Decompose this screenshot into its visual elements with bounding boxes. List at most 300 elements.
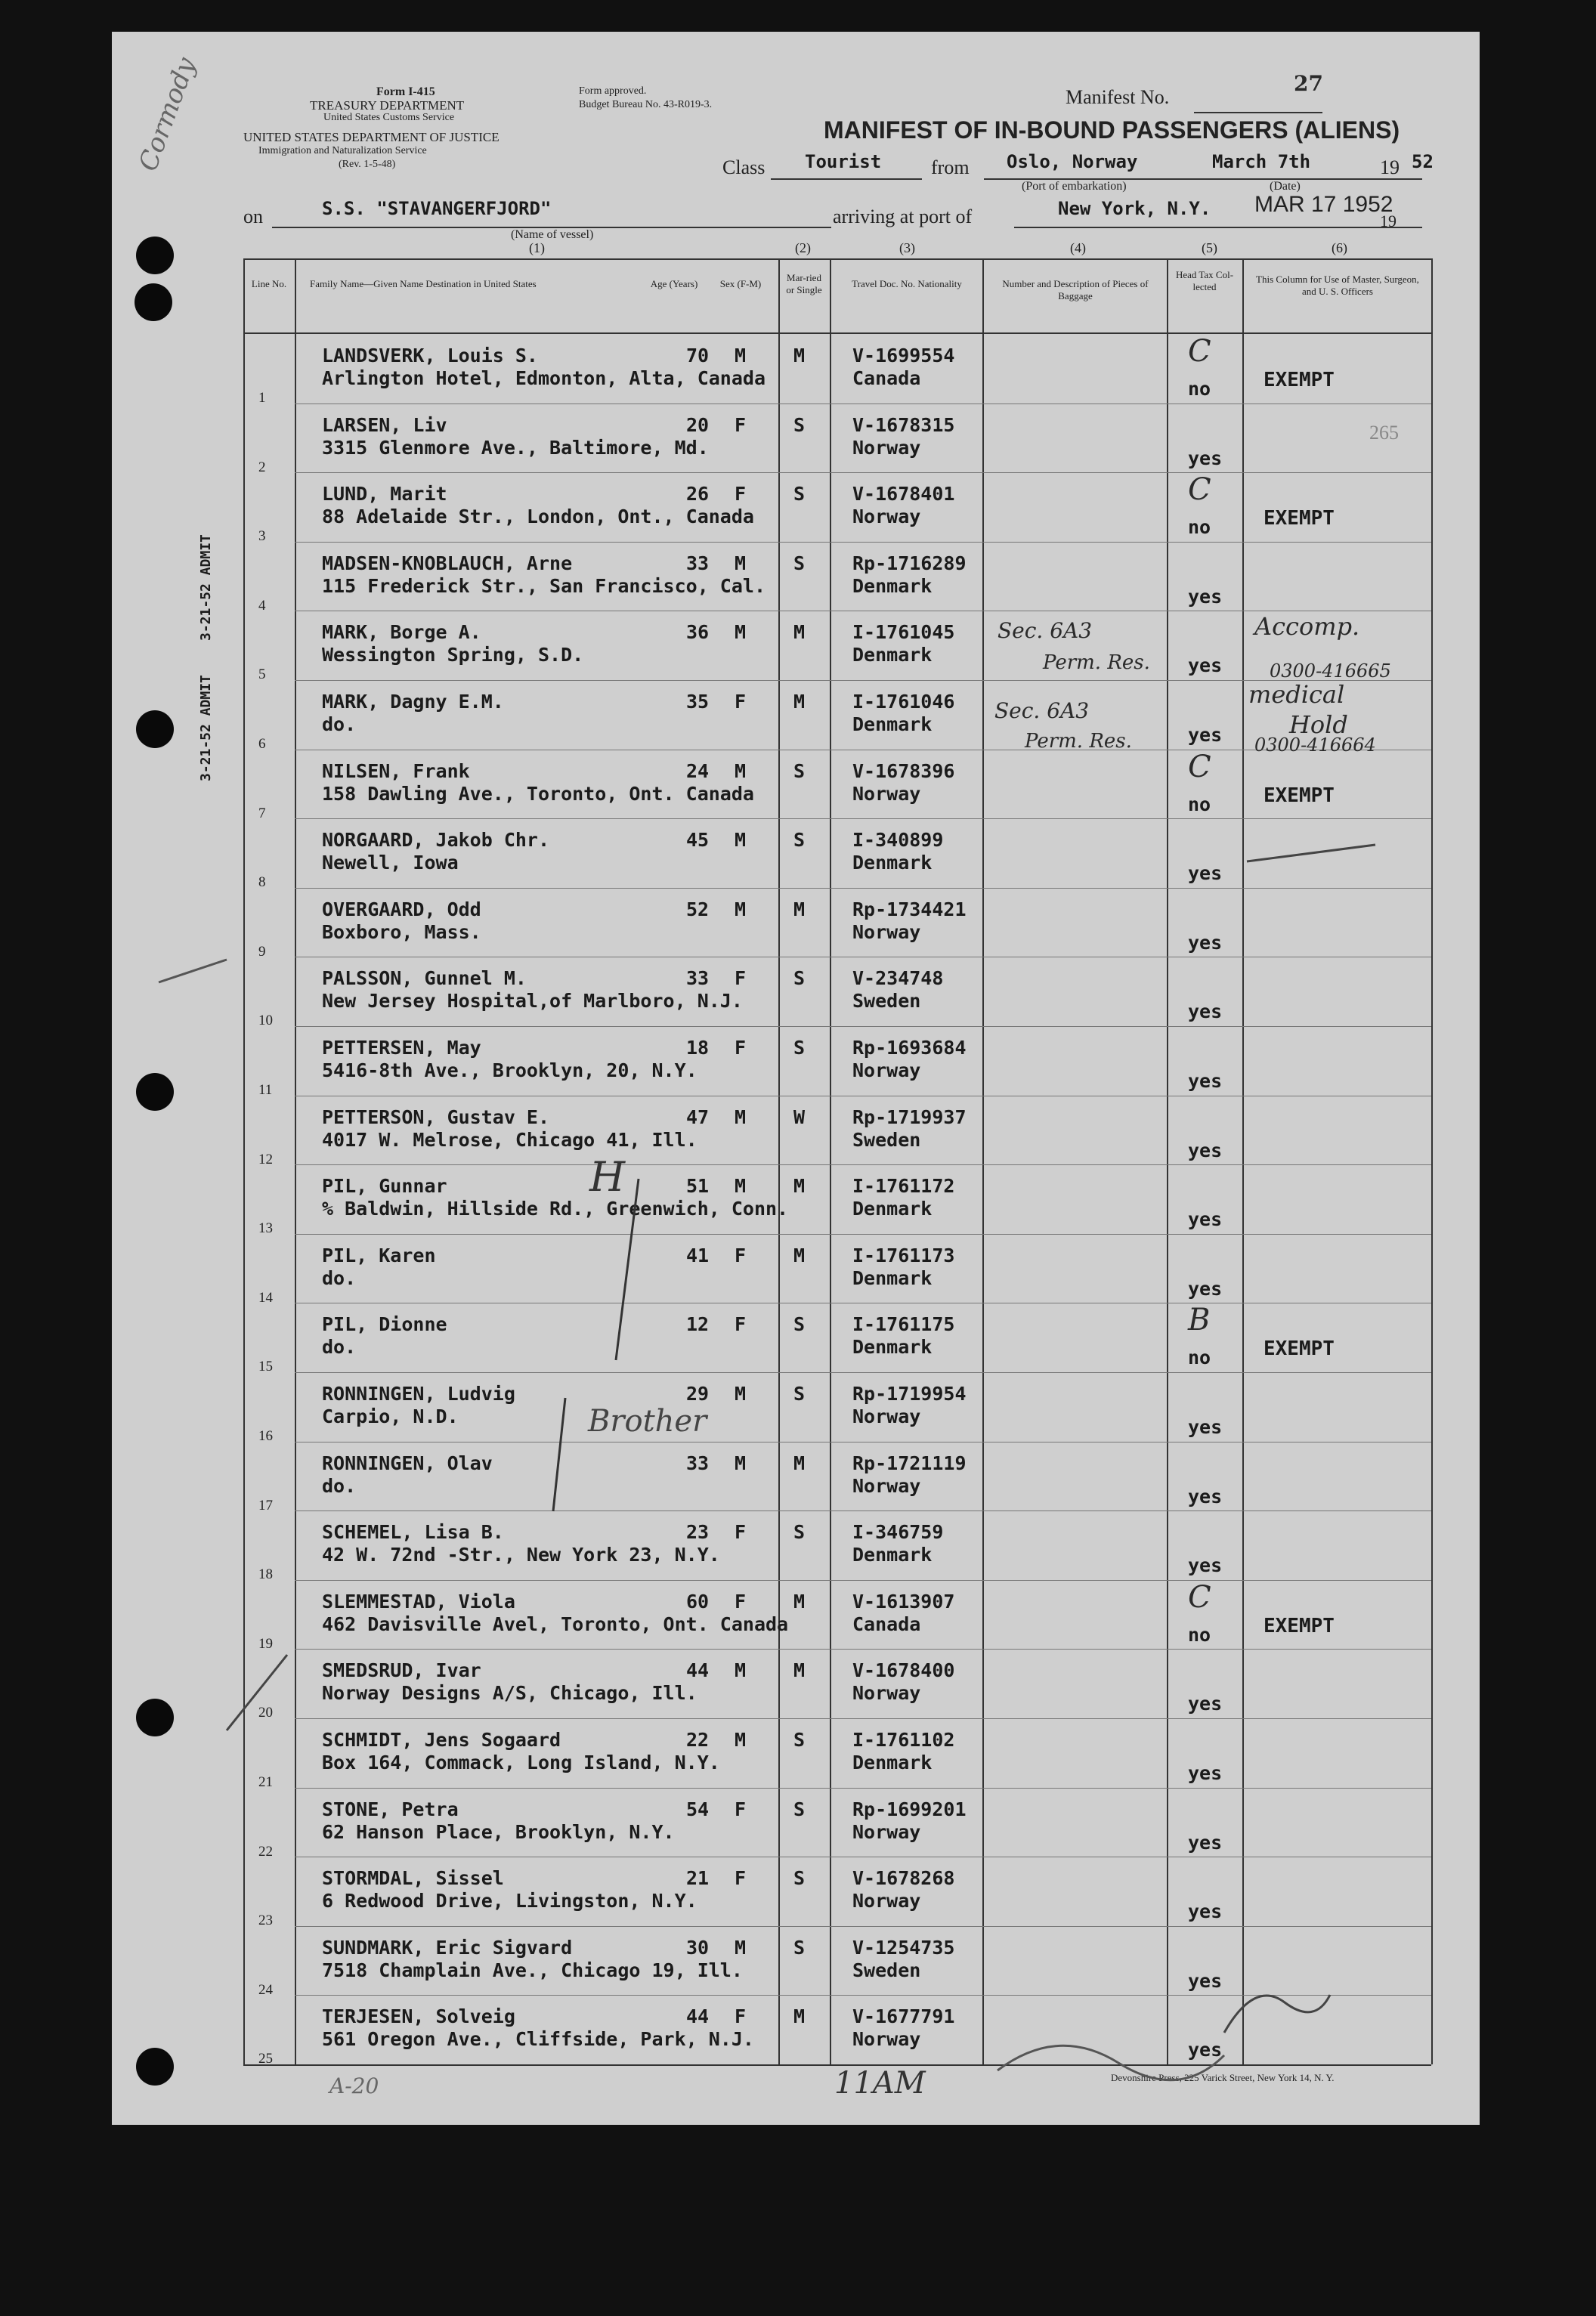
tax-mark: C: [1188, 1580, 1211, 1615]
row-rule: [295, 1026, 1431, 1027]
line-number: 24: [258, 1982, 273, 1998]
bottom-note-left: A-20: [329, 2073, 379, 2098]
head-tax: yes: [1188, 447, 1223, 469]
destination: Norway Designs A/S, Chicago, Ill.: [322, 1682, 697, 1704]
marital-status: S: [793, 1037, 806, 1059]
head-tax: no: [1188, 378, 1211, 400]
destination: % Baldwin, Hillside Rd., Greenwich, Conn.: [322, 1198, 789, 1220]
row-rule: [295, 1649, 1431, 1650]
arrival-line: [1014, 227, 1422, 228]
destination: 42 W. 72nd -Str., New York 23, N.Y.: [322, 1544, 720, 1566]
printer-imprint: Devonshire Press, 225 Varick Street, New York 14, N. Y.: [1111, 2072, 1335, 2083]
head-tax: yes: [1188, 1762, 1223, 1784]
date-note: (Date): [1270, 180, 1301, 193]
passenger-name: PALSSON, Gunnel M.: [322, 967, 527, 989]
passenger-name: PETTERSEN, May: [322, 1037, 481, 1059]
margin-note-top: Cormody: [133, 54, 203, 175]
col-num-6: (6): [1332, 240, 1347, 255]
marital-status: S: [793, 1313, 806, 1335]
nationality: Sweden: [852, 1129, 921, 1151]
head-tax: yes: [1188, 2039, 1223, 2061]
travel-doc: I-1761045: [852, 621, 955, 643]
destination: 115 Frederick Str., San Francisco, Cal.: [322, 575, 766, 597]
table-row: [243, 1164, 1431, 1234]
passenger-name: LANDSVERK, Louis S.: [322, 345, 538, 366]
nationality: Norway: [852, 1682, 921, 1704]
passenger-name: SCHEMEL, Lisa B.: [322, 1521, 504, 1543]
passenger-name: NORGAARD, Jakob Chr.: [322, 829, 550, 851]
age: 26: [686, 483, 710, 505]
age: 54: [686, 1798, 710, 1820]
line-number: 23: [258, 1912, 273, 1928]
sex: M: [735, 760, 747, 782]
age: 20: [686, 414, 710, 436]
row-rule: [295, 1580, 1431, 1581]
header-age: Age (Years): [650, 278, 698, 289]
destination: 3315 Glenmore Ave., Baltimore, Md.: [322, 437, 709, 459]
destination: 88 Adelaide Str., London, Ont., Canada: [322, 506, 754, 527]
destination: 4017 W. Melrose, Chicago 41, Ill.: [322, 1129, 697, 1151]
nationality: Norway: [852, 783, 921, 805]
nationality: Norway: [852, 437, 921, 459]
row-rule: [295, 1788, 1431, 1789]
exempt-note: EXEMPT: [1264, 507, 1335, 530]
age: 23: [686, 1521, 710, 1543]
passenger-name: OVERGAARD, Odd: [322, 898, 481, 920]
passenger-name: MARK, Borge A.: [322, 621, 481, 643]
header-travel: Travel Doc. No. Nationality: [852, 278, 962, 289]
line-number: 20: [258, 1705, 273, 1721]
row-rule: [295, 1164, 1431, 1165]
header-line-no: Line No.: [251, 278, 287, 289]
admit-stamp-1: 3-21-52 ADMIT: [198, 534, 214, 641]
table-row: [243, 1303, 1431, 1372]
passenger-name: TERJESEN, Solveig: [322, 2005, 515, 2027]
passenger-name: SUNDMARK, Eric Sigvard: [322, 1937, 573, 1959]
row-rule: [295, 542, 1431, 543]
travel-doc: Rp-1719937: [852, 1106, 967, 1128]
form-approved: Form approved.: [579, 85, 647, 97]
age: 47: [686, 1106, 710, 1128]
destination: Boxboro, Mass.: [322, 921, 481, 943]
head-tax: no: [1188, 1347, 1211, 1368]
head-tax: yes: [1188, 586, 1223, 608]
marital-status: S: [793, 967, 806, 989]
passenger-name: RONNINGEN, Ludvig: [322, 1383, 515, 1405]
marital-status: S: [793, 1867, 806, 1889]
table-row: [243, 334, 1431, 404]
punch-hole-5: [136, 1699, 174, 1736]
destination: 462 Davisville Avel, Toronto, Ont. Canada: [322, 1613, 789, 1635]
travel-doc: Rp-1716289: [852, 552, 967, 574]
sex: M: [735, 345, 747, 366]
marital-status: M: [793, 1659, 806, 1681]
officer-note-r5a: Accomp.: [1254, 612, 1360, 641]
line-number: 9: [258, 944, 266, 960]
travel-doc: Rp-1721119: [852, 1452, 967, 1474]
col-num-5: (5): [1202, 240, 1217, 255]
sex: F: [735, 1867, 747, 1889]
passenger-name: MADSEN-KNOBLAUCH, Arne: [322, 552, 573, 574]
table-row: [243, 1857, 1431, 1926]
exempt-note: EXEMPT: [1264, 1337, 1335, 1360]
on-label: on: [243, 206, 263, 227]
marital-status: W: [793, 1106, 806, 1128]
destination: Newell, Iowa: [322, 852, 459, 874]
destination: 6 Redwood Drive, Livingston, N.Y.: [322, 1890, 697, 1912]
nationality: Denmark: [852, 1198, 933, 1220]
line-number: 10: [258, 1013, 273, 1028]
travel-doc: V-1613907: [852, 1591, 955, 1613]
travel-doc: I-340899: [852, 829, 944, 851]
nationality: Canada: [852, 1613, 921, 1635]
sex: F: [735, 414, 747, 436]
budget-bureau: Budget Bureau No. 43-R019-3.: [579, 99, 713, 110]
marital-status: M: [793, 1245, 806, 1266]
exempt-note: EXEMPT: [1264, 1615, 1335, 1637]
punch-hole-1: [136, 237, 174, 274]
line-number: 19: [258, 1636, 273, 1652]
table-row: [243, 957, 1431, 1026]
age: 33: [686, 1452, 710, 1474]
travel-doc: Rp-1699201: [852, 1798, 967, 1820]
manifest-no-label: Manifest No.: [1066, 86, 1170, 108]
passenger-name: SMEDSRUD, Ivar: [322, 1659, 481, 1681]
manifest-no-value: 27: [1294, 71, 1323, 96]
table-row: [243, 1026, 1431, 1096]
travel-doc: I-1761173: [852, 1245, 955, 1266]
head-tax: no: [1188, 793, 1211, 815]
travel-doc: Rp-1693684: [852, 1037, 967, 1059]
line-number: 7: [258, 805, 266, 821]
tax-mark: C: [1188, 472, 1211, 507]
row-rule: [295, 1718, 1431, 1719]
line-number: 14: [258, 1290, 273, 1306]
date-value: March 7th: [1212, 151, 1311, 172]
class-line: [771, 178, 922, 180]
age: 12: [686, 1313, 710, 1335]
sex: M: [735, 1383, 747, 1405]
passenger-name: SLEMMESTAD, Viola: [322, 1591, 515, 1613]
marital-status: S: [793, 1383, 806, 1405]
age: 24: [686, 760, 710, 782]
nationality: Norway: [852, 1890, 921, 1912]
table-row: [243, 1580, 1431, 1650]
travel-doc: I-1761175: [852, 1313, 955, 1335]
travel-doc: V-1678396: [852, 760, 955, 782]
dept-treasury: TREASURY DEPARTMENT: [310, 98, 465, 113]
bottom-note-mid: 11AM: [834, 2066, 926, 2101]
row-rule: [295, 472, 1431, 473]
line-number: 18: [258, 1566, 273, 1582]
line-number: 17: [258, 1498, 273, 1514]
marital-status: M: [793, 1591, 806, 1613]
line-number: 15: [258, 1359, 273, 1374]
table-row: [243, 888, 1431, 960]
sex: F: [735, 2005, 747, 2027]
head-tax: yes: [1188, 1832, 1223, 1854]
travel-doc: I-346759: [852, 1521, 944, 1543]
admit-stamp-2: 3-21-52 ADMIT: [198, 675, 214, 781]
head-tax: no: [1188, 516, 1211, 538]
year-value: 52: [1412, 151, 1434, 172]
punch-hole-6: [136, 2048, 174, 2086]
nationality: Denmark: [852, 1544, 933, 1566]
marital-status: M: [793, 2005, 806, 2027]
marital-status: M: [793, 898, 806, 920]
table-row: [243, 1372, 1431, 1442]
row-rule: [295, 818, 1431, 819]
age: 21: [686, 1867, 710, 1889]
sex: M: [735, 1175, 747, 1197]
age: 44: [686, 1659, 710, 1681]
head-tax: yes: [1188, 862, 1223, 884]
age: 29: [686, 1383, 710, 1405]
passenger-name: RONNINGEN, Olav: [322, 1452, 493, 1474]
destination: do.: [322, 1267, 357, 1289]
table-row: [243, 750, 1431, 819]
class-label: Class: [722, 156, 766, 178]
baggage-note-r6b: Perm. Res.: [1025, 730, 1132, 753]
nationality: Denmark: [852, 1336, 933, 1358]
destination: do.: [322, 713, 357, 735]
nationality: Norway: [852, 1059, 921, 1081]
line-number: 6: [258, 736, 266, 752]
line-number: 1: [258, 390, 266, 406]
sex: M: [735, 1729, 747, 1751]
h-mark: H: [589, 1153, 626, 1201]
header-tax: Head Tax Col-lected: [1175, 269, 1234, 292]
sex: M: [735, 1452, 747, 1474]
travel-doc: V-1677791: [852, 2005, 955, 2027]
travel-doc: Rp-1734421: [852, 898, 967, 920]
travel-doc: I-1761046: [852, 691, 955, 713]
marital-status: M: [793, 621, 806, 643]
travel-doc: V-1699554: [852, 345, 955, 366]
passenger-name: PIL, Gunnar: [322, 1175, 447, 1197]
head-tax: yes: [1188, 1900, 1223, 1922]
header-married: Mar-ried or Single: [786, 272, 822, 295]
age: 44: [686, 2005, 710, 2027]
from-value: Oslo, Norway: [1007, 151, 1138, 172]
exempt-note: EXEMPT: [1264, 369, 1335, 391]
header-baggage: Number and Description of Pieces of Baggage: [1002, 278, 1149, 301]
line-number: 21: [258, 1774, 273, 1790]
sex: F: [735, 967, 747, 989]
sex: M: [735, 1106, 747, 1128]
head-tax: yes: [1188, 932, 1223, 954]
head-tax: yes: [1188, 654, 1223, 676]
baggage-note-r6a: Sec. 6A3: [994, 698, 1090, 723]
destination: New Jersey Hospital,of Marlboro, N.J.: [322, 990, 743, 1012]
nationality: Denmark: [852, 1752, 933, 1773]
head-tax: yes: [1188, 1693, 1223, 1715]
age: 35: [686, 691, 710, 713]
brother-note: Brother: [588, 1404, 707, 1439]
passenger-name: SCHMIDT, Jens Sogaard: [322, 1729, 561, 1751]
marital-status: S: [793, 829, 806, 851]
head-tax: no: [1188, 1624, 1211, 1646]
port-embark-note: (Port of embarkation): [1022, 180, 1127, 193]
tax-mark: C: [1188, 750, 1211, 784]
table-row: [243, 1718, 1431, 1788]
passenger-name: LUND, Marit: [322, 483, 447, 505]
faint-number: 265: [1369, 422, 1399, 444]
passenger-name: PETTERSON, Gustav E.: [322, 1106, 550, 1128]
col-num-2: (2): [795, 240, 811, 255]
manifest-no-line: [1194, 112, 1322, 113]
marital-status: S: [793, 1798, 806, 1820]
passenger-name: STORMDAL, Sissel: [322, 1867, 504, 1889]
passenger-name: PIL, Karen: [322, 1245, 436, 1266]
marital-status: S: [793, 552, 806, 574]
table-row: [243, 1511, 1431, 1580]
punch-hole-2: [135, 283, 172, 321]
head-tax: yes: [1188, 1416, 1223, 1438]
arriving-label: arriving at port of: [833, 206, 973, 227]
travel-doc: V-1254735: [852, 1937, 955, 1959]
row-rule: [295, 888, 1431, 889]
line-number: 22: [258, 1844, 273, 1860]
head-tax: yes: [1188, 1554, 1223, 1576]
marital-status: S: [793, 1729, 806, 1751]
row-rule: [295, 1372, 1431, 1373]
sex: M: [735, 621, 747, 643]
age: 18: [686, 1037, 710, 1059]
age: 33: [686, 552, 710, 574]
marital-status: S: [793, 414, 806, 436]
nationality: Norway: [852, 506, 921, 527]
age: 33: [686, 967, 710, 989]
marital-status: S: [793, 1521, 806, 1543]
table-row: [243, 542, 1431, 614]
destination: 7518 Champlain Ave., Chicago 19, Ill.: [322, 1959, 743, 1981]
sex: F: [735, 1591, 747, 1613]
arrival-port: New York, N.Y.: [1058, 198, 1211, 219]
head-tax: yes: [1188, 1208, 1223, 1230]
row-rule: [295, 1995, 1431, 1996]
head-tax: yes: [1188, 1970, 1223, 1992]
punch-hole-3: [136, 710, 174, 748]
class-value: Tourist: [805, 151, 882, 172]
header-officers: This Column for Use of Master, Surgeon, and U. S. Officers: [1256, 274, 1419, 297]
travel-doc: V-1678401: [852, 483, 955, 505]
nationality: Norway: [852, 2028, 921, 2050]
line-number: 11: [258, 1082, 273, 1098]
passenger-name: NILSEN, Frank: [322, 760, 470, 782]
table-row: [243, 611, 1431, 680]
vessel-note: (Name of vessel): [511, 228, 594, 241]
line-number: 25: [258, 2051, 273, 2067]
age: 30: [686, 1937, 710, 1959]
marital-status: S: [793, 483, 806, 505]
date-stamp: MAR 17 1952: [1254, 192, 1393, 217]
travel-doc: V-1678268: [852, 1867, 955, 1889]
table-row: [243, 472, 1431, 542]
age: 45: [686, 829, 710, 851]
col-num-1: (1): [529, 240, 545, 255]
nationality: Norway: [852, 1405, 921, 1427]
marital-status: S: [793, 1937, 806, 1959]
head-tax: yes: [1188, 724, 1223, 746]
destination: 5416-8th Ave., Brooklyn, 20, N.Y.: [322, 1059, 697, 1081]
table-row: [243, 1234, 1431, 1306]
line-number: 4: [258, 598, 266, 614]
marital-status: M: [793, 345, 806, 366]
destination: do.: [322, 1336, 357, 1358]
passenger-name: STONE, Petra: [322, 1798, 459, 1820]
age: 36: [686, 621, 710, 643]
exempt-note: EXEMPT: [1264, 784, 1335, 807]
sex: F: [735, 1313, 747, 1335]
age: 60: [686, 1591, 710, 1613]
travel-doc: V-234748: [852, 967, 944, 989]
head-tax: yes: [1188, 1486, 1223, 1507]
line-number: 13: [258, 1220, 273, 1236]
table-row: [243, 404, 1431, 473]
nationality: Sweden: [852, 990, 921, 1012]
passenger-name: PIL, Dionne: [322, 1313, 447, 1335]
ins-label: Immigration and Naturalization Service: [258, 145, 427, 156]
form-number: Form I-415: [376, 85, 435, 98]
nationality: Denmark: [852, 644, 933, 666]
officer-note-r5b: 0300-416665: [1270, 660, 1391, 682]
nationality: Denmark: [852, 852, 933, 874]
destination: Box 164, Commack, Long Island, N.Y.: [322, 1752, 720, 1773]
age: 41: [686, 1245, 710, 1266]
officer-note-r6b: Hold: [1289, 710, 1348, 739]
tax-mark: B: [1188, 1303, 1211, 1337]
sex: F: [735, 1037, 747, 1059]
marital-status: M: [793, 1452, 806, 1474]
marital-status: M: [793, 691, 806, 713]
year-prefix: 19: [1380, 156, 1400, 178]
punch-hole-4: [136, 1073, 174, 1111]
from-label: from: [931, 156, 970, 178]
table-row: [243, 1995, 1431, 2067]
sex: M: [735, 552, 747, 574]
passenger-name: LARSEN, Liv: [322, 414, 447, 436]
age: 52: [686, 898, 710, 920]
col-rule-7: [1431, 258, 1433, 2064]
sex: F: [735, 691, 747, 713]
line-number: 16: [258, 1428, 273, 1444]
destination: do.: [322, 1475, 357, 1497]
head-tax: yes: [1188, 1070, 1223, 1092]
sex: M: [735, 1937, 747, 1959]
officer-note-r6a: medical: [1248, 680, 1345, 709]
table-row: [243, 818, 1431, 888]
table-row: [243, 1442, 1431, 1514]
travel-doc: I-1761102: [852, 1729, 955, 1751]
header-sex: Sex (F-M): [719, 278, 762, 289]
row-rule: [295, 1926, 1431, 1927]
sex: F: [735, 1521, 747, 1543]
line-number: 2: [258, 459, 266, 475]
rev-date: (Rev. 1-5-48): [339, 159, 396, 170]
age: 70: [686, 345, 710, 366]
travel-doc: V-1678400: [852, 1659, 955, 1681]
destination: Wessington Spring, S.D.: [322, 644, 584, 666]
nationality: Denmark: [852, 575, 933, 597]
travel-doc: I-1761172: [852, 1175, 955, 1197]
travel-doc: Rp-1719954: [852, 1383, 967, 1405]
marital-status: S: [793, 760, 806, 782]
dept-justice: UNITED STATES DEPARTMENT OF JUSTICE: [243, 130, 500, 144]
head-tax: yes: [1188, 1278, 1223, 1300]
vessel-name: S.S. "STAVANGERFJORD": [322, 198, 552, 219]
table-row: [243, 1096, 1431, 1165]
